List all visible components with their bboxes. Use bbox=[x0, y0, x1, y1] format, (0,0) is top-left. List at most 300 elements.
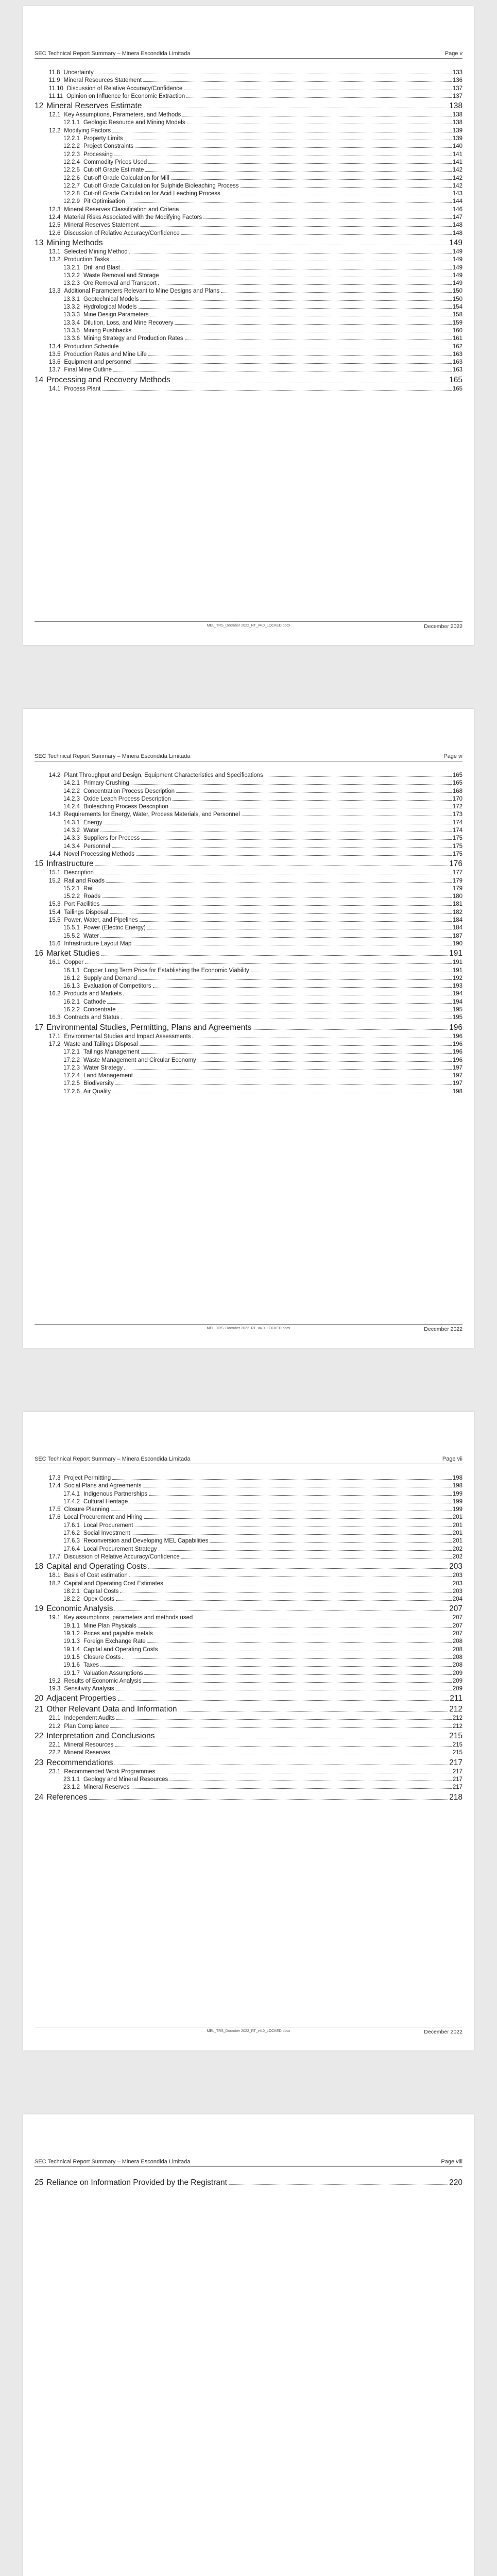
toc-entry-link[interactable] bbox=[35, 1080, 462, 1088]
toc-entry-link[interactable] bbox=[35, 190, 462, 198]
toc-entry-number: 15.5.2 bbox=[63, 933, 80, 939]
toc-entry-link[interactable] bbox=[35, 1646, 462, 1654]
toc-entry-number: 16.1.1 bbox=[63, 967, 80, 974]
toc-entry-title: Description bbox=[64, 870, 94, 876]
toc-entry-link[interactable] bbox=[35, 1677, 462, 1685]
toc-entry-title: Environmental Studies, Permitting, Plans and Agreements bbox=[46, 1023, 252, 1032]
toc-entry-link[interactable] bbox=[35, 827, 462, 835]
toc-entry-page: 142 bbox=[452, 167, 462, 174]
toc-entry-page: 173 bbox=[452, 811, 462, 818]
toc-entry-page: 203 bbox=[449, 1562, 462, 1571]
toc-entry-page: 195 bbox=[452, 1014, 462, 1021]
toc-section-link[interactable] bbox=[35, 858, 462, 869]
toc-entry-link[interactable] bbox=[35, 909, 462, 917]
toc-entry-link[interactable] bbox=[35, 1553, 462, 1561]
toc-entry-link[interactable] bbox=[35, 869, 462, 877]
toc-entry-title: Tailings Management bbox=[83, 1049, 140, 1056]
toc-entry-number: 17.2.1 bbox=[63, 1049, 80, 1056]
toc-entry-link[interactable] bbox=[35, 182, 462, 190]
toc-entry-title: Interpretation and Conclusions bbox=[46, 1732, 155, 1741]
toc-entry-link[interactable] bbox=[35, 843, 462, 851]
toc-entry-link[interactable] bbox=[35, 877, 462, 885]
toc-entry-title: Mineral Reserves Classification and Criteria bbox=[64, 206, 179, 213]
toc-entry-title: Modifying Factors bbox=[64, 127, 111, 134]
toc-entry-page: 150 bbox=[452, 288, 462, 295]
toc-entry-link[interactable] bbox=[35, 975, 462, 982]
toc-entry-title: Processing and Recovery Methods bbox=[46, 375, 170, 384]
toc-entry-title: Project Permitting bbox=[64, 1475, 111, 1481]
toc-entry-link[interactable] bbox=[35, 359, 462, 366]
toc-entry-title: Reliance on Information Provided by the Registrant bbox=[46, 2178, 227, 2187]
toc-leader-dots bbox=[140, 921, 452, 922]
toc-entry-number: 20 bbox=[35, 1694, 44, 1703]
toc-entry-link[interactable] bbox=[35, 296, 462, 303]
toc-page bbox=[23, 1412, 474, 2050]
toc-entry-title: Geotechnical Models bbox=[83, 296, 139, 302]
toc-entry-page: 137 bbox=[452, 93, 462, 99]
toc-entry-link[interactable] bbox=[35, 1749, 462, 1757]
toc-entry-number: 23.1 bbox=[49, 1768, 61, 1775]
toc-entry-number: 15.4 bbox=[49, 909, 61, 916]
toc-entry-link[interactable] bbox=[35, 893, 462, 901]
toc-entry-link[interactable] bbox=[35, 788, 462, 795]
toc-entry-number: 14.2 bbox=[49, 772, 61, 778]
toc-entry-number: 16.1.3 bbox=[63, 983, 80, 990]
toc-entry-link[interactable] bbox=[35, 1514, 462, 1521]
toc-entry-number: 17.1 bbox=[49, 1033, 61, 1040]
toc-entry-link[interactable] bbox=[35, 1723, 462, 1731]
toc-entry-link[interactable] bbox=[35, 159, 462, 166]
toc-entry-link[interactable] bbox=[35, 127, 462, 135]
toc-section-link[interactable] bbox=[35, 948, 462, 959]
header-title: SEC Technical Report Summary – Minera Escondida Limitada bbox=[35, 1456, 191, 1462]
toc-entry-number: 13.3.6 bbox=[63, 335, 80, 342]
toc-entry-number: 12.1 bbox=[49, 112, 61, 118]
toc-entry-number: 14.2.4 bbox=[63, 804, 80, 810]
toc-entry-link[interactable] bbox=[35, 1482, 462, 1490]
toc-entry-link[interactable] bbox=[35, 819, 462, 827]
toc-section-link[interactable] bbox=[35, 2177, 462, 2188]
toc-entry-link[interactable] bbox=[35, 779, 462, 787]
toc-entry-link[interactable] bbox=[35, 256, 462, 264]
toc-entry-page: 197 bbox=[452, 1073, 462, 1079]
toc-entry-link[interactable] bbox=[35, 343, 462, 351]
toc-entry-link[interactable] bbox=[35, 998, 462, 1006]
toc-entry-title: Final Mine Outline bbox=[64, 367, 112, 374]
toc-entry-title: Mineral Reserves bbox=[83, 1784, 130, 1791]
toc-leader-dots bbox=[135, 147, 452, 148]
toc-entry-page: 207 bbox=[452, 1622, 462, 1629]
toc-leader-dots bbox=[140, 1045, 452, 1046]
toc-entry-title: Social Plans and Agreements bbox=[64, 1483, 142, 1489]
toc-entry-page: 201 bbox=[452, 1514, 462, 1521]
toc-entry-link[interactable] bbox=[35, 967, 462, 975]
toc-entry-title: Valuation Assumptions bbox=[83, 1670, 143, 1676]
toc-entry-page: 163 bbox=[452, 359, 462, 366]
toc-entry-link[interactable] bbox=[35, 1768, 462, 1776]
toc-entry-link[interactable] bbox=[35, 1033, 462, 1041]
toc-entry-link[interactable] bbox=[35, 1088, 462, 1096]
toc-entry-page: 217 bbox=[452, 1776, 462, 1783]
toc-entry-link[interactable] bbox=[35, 1654, 462, 1662]
toc-entry-page: 212 bbox=[449, 1705, 462, 1714]
toc-entry-page: 196 bbox=[452, 1033, 462, 1040]
toc-entry-number: 13.2 bbox=[49, 257, 61, 263]
toc-entry-title: Pit Optimisation bbox=[83, 198, 125, 205]
toc-entry-link[interactable] bbox=[35, 1614, 462, 1622]
toc-entry-number: 18.1 bbox=[49, 1572, 61, 1579]
toc-entry-title: Adjacent Properties bbox=[46, 1694, 116, 1703]
toc-entry-link[interactable] bbox=[35, 335, 462, 343]
toc-leader-dots bbox=[106, 882, 452, 883]
toc-entry-page: 199 bbox=[452, 1506, 462, 1513]
toc-entry-link[interactable] bbox=[35, 222, 462, 229]
toc-entry-title: Mining Strategy and Production Rates bbox=[83, 335, 183, 342]
toc-section-link[interactable] bbox=[35, 1561, 462, 1572]
toc-entry-title: Environmental Studies and Impact Assessments bbox=[64, 1033, 191, 1040]
toc-entry-link[interactable] bbox=[35, 1776, 462, 1784]
header-title: SEC Technical Report Summary – Minera Escondida Limitada bbox=[35, 753, 191, 759]
toc-entry-number: 12.2.2 bbox=[63, 143, 80, 150]
toc-entry-link[interactable] bbox=[35, 1072, 462, 1080]
toc-page bbox=[23, 709, 474, 1348]
toc-leader-dots bbox=[158, 284, 452, 285]
toc-entry-link[interactable] bbox=[35, 280, 462, 287]
toc-entry-link[interactable] bbox=[35, 1064, 462, 1072]
toc-entry-link[interactable] bbox=[35, 1638, 462, 1646]
toc-entry-link[interactable] bbox=[35, 135, 462, 143]
toc-entry-page: 208 bbox=[452, 1638, 462, 1645]
toc-entry-link[interactable] bbox=[35, 1741, 462, 1749]
toc-entry-title: Material Risks Associated with the Modifying Factors bbox=[64, 214, 202, 221]
toc-entry-link[interactable] bbox=[35, 1622, 462, 1630]
toc-entry-number: 19.1 bbox=[49, 1615, 61, 1621]
toc-entry-link[interactable] bbox=[35, 1784, 462, 1791]
toc-entry-title: Local Procurement and Hiring bbox=[64, 1514, 143, 1521]
toc-entry-number: 17.4 bbox=[49, 1483, 61, 1489]
toc-entry-title: Prices and payable metals bbox=[83, 1631, 153, 1637]
toc-entry-page: 203 bbox=[452, 1588, 462, 1595]
toc-entry-link[interactable] bbox=[35, 272, 462, 280]
toc-entry-number: 12.2.6 bbox=[63, 175, 80, 181]
toc-list bbox=[35, 69, 462, 393]
toc-entry-link[interactable] bbox=[35, 1630, 462, 1638]
toc-section-link[interactable] bbox=[35, 238, 462, 248]
toc-entry-link[interactable] bbox=[35, 1522, 462, 1530]
toc-entry-page: 184 bbox=[452, 917, 462, 924]
toc-entry-link[interactable] bbox=[35, 303, 462, 311]
toc-entry-page: 217 bbox=[449, 1758, 462, 1767]
page-footer bbox=[35, 621, 462, 631]
toc-entry-title: Biodiversity bbox=[83, 1080, 114, 1087]
toc-entry-link[interactable] bbox=[35, 1057, 462, 1064]
toc-entry-number: 19.1.3 bbox=[63, 1638, 80, 1645]
toc-entry-page: 141 bbox=[452, 159, 462, 165]
toc-entry-link[interactable] bbox=[35, 1006, 462, 1014]
toc-entry-number: 13.3.4 bbox=[63, 319, 80, 326]
toc-entry-link[interactable] bbox=[35, 175, 462, 182]
toc-entry-number: 14.3.1 bbox=[63, 819, 80, 826]
toc-entry-title: Evaluation of Competitors bbox=[83, 983, 151, 990]
toc-entry-link[interactable] bbox=[35, 772, 462, 779]
toc-entry-number: 12.2.7 bbox=[63, 182, 80, 189]
toc-entry-page: 196 bbox=[452, 1057, 462, 1063]
toc-leader-dots bbox=[102, 897, 452, 898]
toc-entry-link[interactable] bbox=[35, 287, 462, 295]
toc-entry-link[interactable] bbox=[35, 1506, 462, 1514]
toc-entry-link[interactable] bbox=[35, 1715, 462, 1722]
toc-entry-link[interactable] bbox=[35, 214, 462, 222]
toc-entry-link[interactable] bbox=[35, 151, 462, 159]
toc-entry-page: 163 bbox=[452, 367, 462, 374]
toc-entry-number: 18.2.2 bbox=[63, 1596, 80, 1603]
toc-entry-page: 175 bbox=[452, 851, 462, 857]
toc-entry-link[interactable] bbox=[35, 1041, 462, 1048]
toc-entry-number: 13.6 bbox=[49, 359, 61, 366]
toc-leader-dots bbox=[147, 1642, 452, 1643]
toc-entry-title: Mine Plan Physicals bbox=[83, 1622, 136, 1629]
toc-entry-page: 211 bbox=[450, 1694, 462, 1703]
toc-leader-dots bbox=[139, 979, 452, 980]
toc-entry-title: Ore Removal and Transport bbox=[83, 280, 157, 287]
toc-entry-page: 138 bbox=[452, 112, 462, 118]
toc-entry-number: 23 bbox=[35, 1758, 44, 1767]
toc-entry-page: 142 bbox=[452, 182, 462, 189]
toc-leader-dots bbox=[102, 390, 451, 391]
toc-entry-link[interactable] bbox=[35, 959, 462, 967]
toc-entry-page: 181 bbox=[452, 901, 462, 908]
toc-leader-dots bbox=[229, 2184, 448, 2185]
toc-entry-number: 14.4 bbox=[49, 851, 61, 857]
toc-entry-page: 138 bbox=[449, 101, 462, 111]
toc-entry-number: 15.3 bbox=[49, 901, 61, 908]
toc-entry-link[interactable] bbox=[35, 1588, 462, 1596]
toc-entry-number: 12.2.1 bbox=[63, 135, 80, 142]
toc-entry-page: 194 bbox=[452, 991, 462, 997]
toc-section-link[interactable] bbox=[35, 100, 462, 111]
toc-entry-link[interactable] bbox=[35, 166, 462, 174]
toc-entry-page: 194 bbox=[452, 998, 462, 1005]
toc-entry-link[interactable] bbox=[35, 1662, 462, 1669]
toc-entry-number: 14.3.4 bbox=[63, 843, 80, 850]
toc-entry-link[interactable] bbox=[35, 119, 462, 127]
toc-entry-title: Supply and Demand bbox=[83, 975, 138, 981]
toc-leader-dots bbox=[198, 1061, 452, 1062]
toc-entry-page: 138 bbox=[452, 120, 462, 126]
toc-entry-link[interactable] bbox=[35, 93, 462, 100]
toc-entry-title: Cultural Heritage bbox=[83, 1498, 128, 1505]
toc-entry-page: 202 bbox=[452, 1546, 462, 1552]
toc-entry-page: 177 bbox=[452, 870, 462, 876]
toc-entry-link[interactable] bbox=[35, 264, 462, 272]
toc-entry-title: Production Rates and Mine Life bbox=[64, 351, 147, 358]
toc-entry-link[interactable] bbox=[35, 77, 462, 84]
toc-entry-number: 12.2.5 bbox=[63, 167, 80, 174]
toc-entry-page: 179 bbox=[452, 885, 462, 892]
toc-entry-link[interactable] bbox=[35, 319, 462, 327]
toc-entry-link[interactable] bbox=[35, 143, 462, 150]
toc-entry-title: Closure Planning bbox=[64, 1506, 109, 1513]
toc-entry-page: 191 bbox=[452, 959, 462, 966]
toc-entry-number: 17.2.3 bbox=[63, 1064, 80, 1071]
toc-entry-title: Mine Design Parameters bbox=[83, 312, 149, 318]
toc-entry-page: 149 bbox=[449, 238, 462, 247]
toc-entry-number: 13.2.1 bbox=[63, 264, 80, 271]
toc-entry-link[interactable] bbox=[35, 1546, 462, 1553]
toc-entry-link[interactable] bbox=[35, 385, 462, 393]
toc-entry-title: Waste and Tailings Disposal bbox=[64, 1041, 138, 1047]
toc-leader-dots bbox=[144, 1518, 452, 1519]
toc-entry-link[interactable] bbox=[35, 1685, 462, 1693]
toc-entry-link[interactable] bbox=[35, 85, 462, 93]
toc-entry-link[interactable] bbox=[35, 990, 462, 998]
toc-section-link[interactable] bbox=[35, 1792, 462, 1803]
toc-leader-dots bbox=[141, 839, 452, 840]
toc-entry-link[interactable] bbox=[35, 1596, 462, 1603]
toc-entry-number: 12.2.3 bbox=[63, 151, 80, 158]
toc-entry-page: 136 bbox=[452, 77, 462, 84]
toc-entry-link[interactable] bbox=[35, 248, 462, 256]
toc-entry-number: 17.2 bbox=[49, 1041, 61, 1047]
toc-entry-title: Copper Long Term Price for Establishing the Economic Viability bbox=[83, 967, 249, 974]
toc-entry-page: 142 bbox=[452, 175, 462, 181]
toc-entry-page: 212 bbox=[452, 1715, 462, 1722]
toc-entry-link[interactable] bbox=[35, 206, 462, 214]
toc-entry-title: Economic Analysis bbox=[46, 1604, 113, 1614]
toc-entry-link[interactable] bbox=[35, 933, 462, 940]
toc-entry-number: 17.6 bbox=[49, 1514, 61, 1521]
toc-section-link[interactable] bbox=[35, 1022, 462, 1033]
toc-entry-link[interactable] bbox=[35, 1580, 462, 1588]
toc-entry-title: Processing bbox=[83, 151, 113, 158]
toc-entry-title: Sensitivity Analysis bbox=[64, 1686, 114, 1692]
toc-section-link[interactable] bbox=[35, 1757, 462, 1768]
toc-entry-link[interactable] bbox=[35, 795, 462, 803]
toc-entry-link[interactable] bbox=[35, 1475, 462, 1482]
toc-entry-link[interactable] bbox=[35, 69, 462, 77]
toc-leader-dots bbox=[149, 1495, 452, 1496]
toc-entry-title: Opinion on Influence for Economic Extraction bbox=[66, 93, 185, 99]
toc-entry-number: 17.4.1 bbox=[63, 1490, 80, 1497]
toc-entry-title: Water Strategy bbox=[83, 1064, 123, 1071]
toc-entry-page: 179 bbox=[452, 877, 462, 884]
toc-section-link[interactable] bbox=[35, 1603, 462, 1614]
toc-entry-title: Cathode bbox=[83, 998, 106, 1005]
toc-entry-title: Equipment and personnel bbox=[64, 359, 132, 366]
toc-entry-link[interactable] bbox=[35, 111, 462, 119]
toc-entry-link[interactable] bbox=[35, 327, 462, 335]
toc-entry-link[interactable] bbox=[35, 351, 462, 359]
toc-leader-dots bbox=[203, 218, 452, 219]
toc-entry-number: 12 bbox=[35, 101, 44, 111]
toc-leader-dots bbox=[140, 300, 451, 301]
toc-leader-dots bbox=[175, 324, 451, 325]
toc-entry-number: 12.3 bbox=[49, 206, 61, 213]
toc-entry-link[interactable] bbox=[35, 1572, 462, 1580]
toc-entry-number: 18.2 bbox=[49, 1580, 61, 1587]
toc-entry-page: 207 bbox=[452, 1615, 462, 1621]
toc-section-link[interactable] bbox=[35, 375, 462, 385]
toc-entry-title: Additional Parameters Relevant to Mine Designs and Plans bbox=[64, 288, 220, 295]
toc-entry-link[interactable] bbox=[35, 311, 462, 319]
toc-entry-link[interactable] bbox=[35, 924, 462, 932]
toc-entry-title: Rail and Roads bbox=[64, 877, 105, 884]
toc-entry-page: 215 bbox=[449, 1732, 462, 1741]
toc-entry-link[interactable] bbox=[35, 982, 462, 990]
toc-entry-title: Discussion of Relative Accuracy/Confidence bbox=[64, 230, 180, 236]
toc-entry-title: Bioleaching Process Description bbox=[83, 804, 168, 810]
toc-entry-number: 15.5 bbox=[49, 917, 61, 924]
toc-entry-title: Roads bbox=[83, 893, 101, 900]
toc-entry-link[interactable] bbox=[35, 940, 462, 948]
toc-section-link[interactable] bbox=[35, 1704, 462, 1715]
toc-entry-number: 16.1 bbox=[49, 959, 61, 966]
toc-entry-link[interactable] bbox=[35, 1530, 462, 1537]
toc-entry-number: 17.2.2 bbox=[63, 1057, 80, 1063]
toc-leader-dots bbox=[107, 1003, 451, 1004]
toc-entry-page: 182 bbox=[452, 909, 462, 916]
toc-entry-title: Key assumptions, parameters and methods used bbox=[64, 1615, 193, 1621]
toc-entry-link[interactable] bbox=[35, 811, 462, 819]
toc-entry-link[interactable] bbox=[35, 901, 462, 908]
toc-entry-link[interactable] bbox=[35, 835, 462, 842]
toc-entry-link[interactable] bbox=[35, 366, 462, 374]
toc-entry-title: Production Schedule bbox=[64, 343, 119, 350]
toc-entry-page: 144 bbox=[452, 198, 462, 205]
toc-entry-link[interactable] bbox=[35, 1670, 462, 1677]
toc-entry-link[interactable] bbox=[35, 198, 462, 206]
toc-section-link[interactable] bbox=[35, 1731, 462, 1741]
toc-entry-number: 14.2.3 bbox=[63, 795, 80, 802]
toc-entry-title: Air Quality bbox=[83, 1088, 111, 1095]
toc-entry-number: 13.3.3 bbox=[63, 312, 80, 318]
toc-entry-title: Water bbox=[83, 827, 99, 834]
toc-leader-dots bbox=[186, 97, 452, 98]
toc-page bbox=[23, 2114, 474, 2576]
toc-entry-page: 174 bbox=[452, 819, 462, 826]
toc-entry-link[interactable] bbox=[35, 851, 462, 858]
toc-entry-number: 11.10 bbox=[49, 85, 63, 92]
toc-entry-page: 146 bbox=[452, 206, 462, 213]
toc-section-link[interactable] bbox=[35, 1693, 462, 1704]
toc-entry-link[interactable] bbox=[35, 230, 462, 238]
toc-entry-title: Mineral Resources Statement bbox=[63, 77, 142, 84]
toc-entry-link[interactable] bbox=[35, 1537, 462, 1545]
toc-entry-title: Taxes bbox=[83, 1662, 99, 1669]
toc-entry-number: 22.2 bbox=[49, 1750, 61, 1756]
toc-entry-link[interactable] bbox=[35, 917, 462, 924]
toc-entry-number: 17 bbox=[35, 1023, 44, 1032]
toc-leader-dots bbox=[265, 776, 452, 777]
toc-entry-link[interactable] bbox=[35, 1498, 462, 1506]
toc-entry-link[interactable] bbox=[35, 1048, 462, 1056]
toc-entry-title: Waste Removal and Storage bbox=[83, 272, 159, 279]
toc-entry-number: 15.6 bbox=[49, 940, 61, 947]
toc-entry-title: Dilution, Loss, and Mine Recovery bbox=[83, 319, 174, 326]
toc-entry-title: Cut-off Grade Calculation for Acid Leaching Process bbox=[83, 191, 220, 197]
toc-entry-page: 209 bbox=[452, 1677, 462, 1684]
toc-entry-number: 21.2 bbox=[49, 1723, 61, 1730]
toc-entry-link[interactable] bbox=[35, 885, 462, 893]
toc-entry-title: Contracts and Status bbox=[64, 1014, 119, 1021]
toc-entry-link[interactable] bbox=[35, 1490, 462, 1498]
toc-leader-dots bbox=[148, 355, 452, 356]
toc-entry-page: 197 bbox=[452, 1064, 462, 1071]
toc-entry-link[interactable] bbox=[35, 1014, 462, 1022]
toc-entry-page: 141 bbox=[452, 151, 462, 158]
toc-entry-link[interactable] bbox=[35, 803, 462, 811]
toc-entry-page: 208 bbox=[452, 1662, 462, 1669]
